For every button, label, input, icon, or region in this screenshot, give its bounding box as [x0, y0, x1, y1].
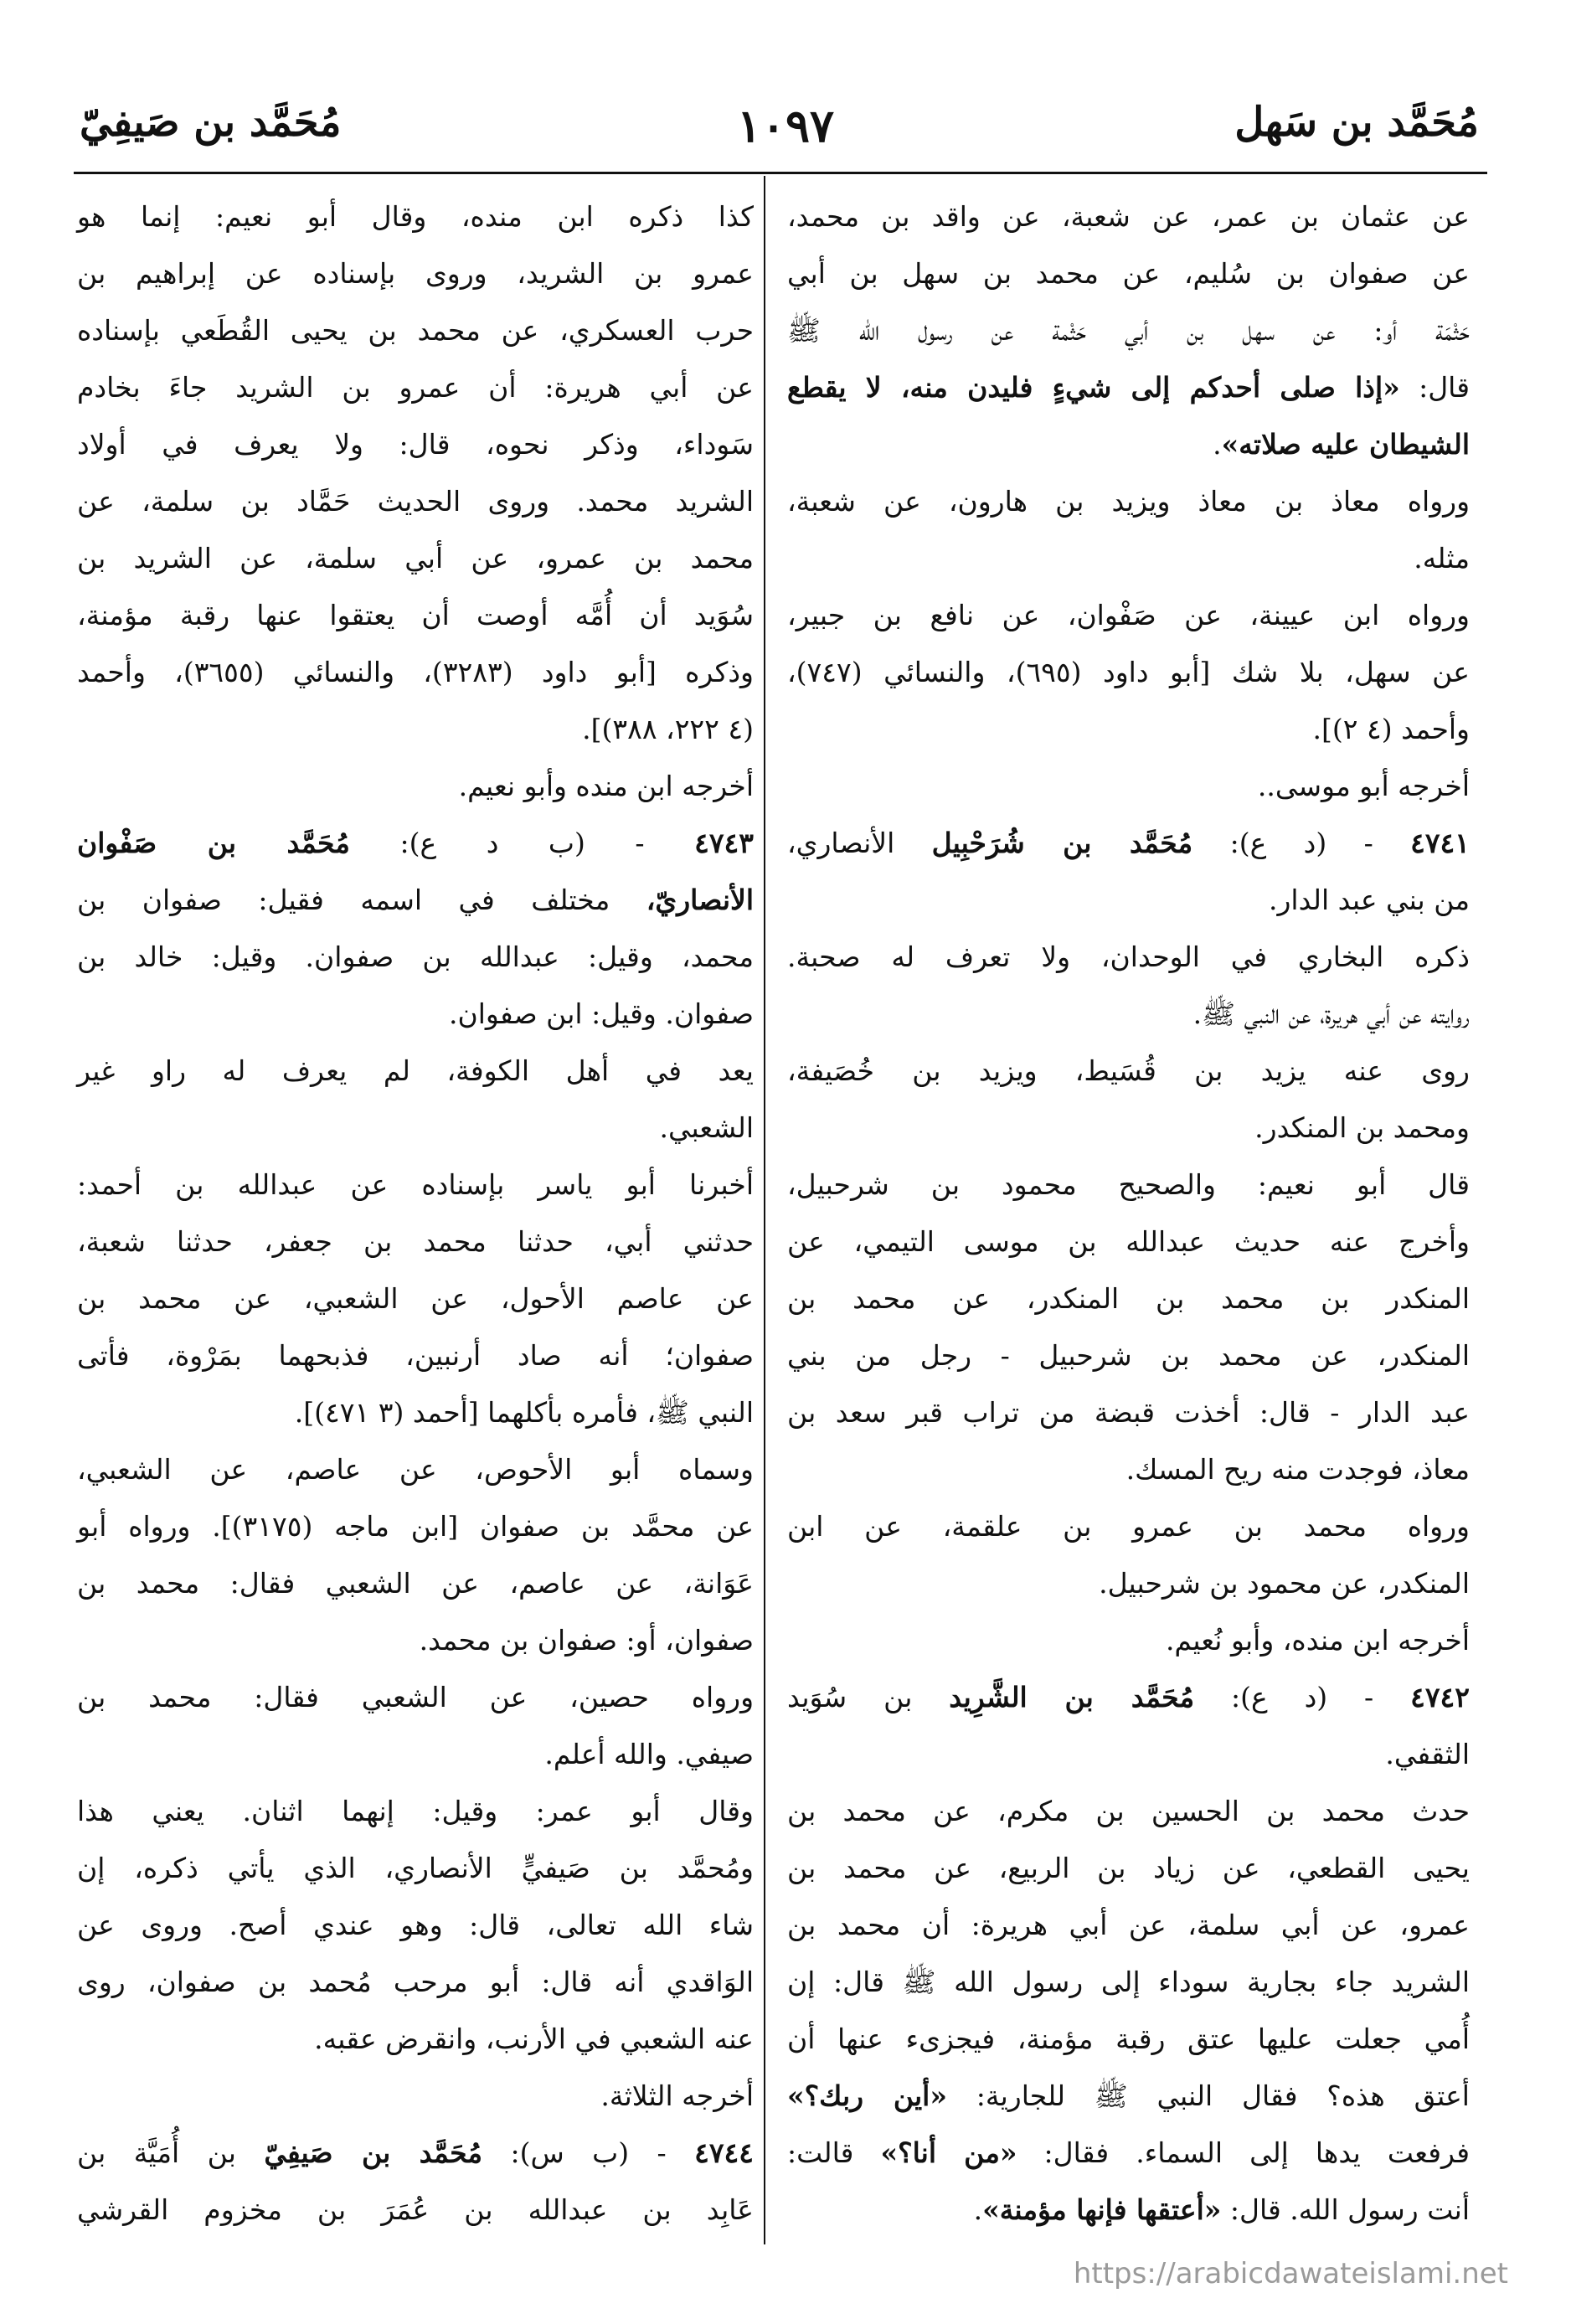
text-segment: عن أبي هريرة: أن عمرو بن الشريد جاءَ بخادم	[77, 371, 754, 404]
text-line	[77, 986, 754, 1043]
text-segment: عن محمَّد بن صفوان [ابن ماجه (٣١٧٥)]. ورواه أبو	[77, 1510, 754, 1543]
text-line	[787, 929, 1470, 986]
bold-text: ٤٧٤٤	[694, 2136, 755, 2169]
text-segment: النبي ﷺ، فأمره بأكلهما [أحمد (٣ ٤٧١)].	[294, 1396, 754, 1429]
running-header-left: مُحَمَّد بن صَيفِيّ	[80, 99, 342, 146]
bold-text: مُحَمَّد بن صَفْوان	[77, 827, 350, 859]
text-segment: ومحمد بن المنكدر.	[1254, 1111, 1470, 1144]
text-line	[787, 416, 1470, 473]
text-segment: قال:	[1399, 371, 1470, 404]
text-line	[77, 245, 754, 302]
text-line	[787, 188, 1470, 245]
text-segment: محمد بن عمرو، عن أبي سلمة، عن الشريد بن	[77, 542, 754, 575]
text-segment: وأخرج عنه حديث عبدالله بن موسى التيمي، عن	[787, 1225, 1470, 1258]
text-segment: الثقفي.	[1385, 1738, 1470, 1770]
text-line	[787, 473, 1470, 530]
text-line	[787, 1157, 1470, 1214]
text-line	[787, 758, 1470, 815]
text-segment: - (د ع):	[1194, 1681, 1411, 1713]
bold-text: الشيطان عليه صلاته»	[1221, 428, 1470, 461]
text-line	[77, 1214, 754, 1270]
text-segment: - (ب س):	[482, 2136, 695, 2169]
text-line	[787, 2182, 1470, 2239]
text-line	[77, 1384, 754, 1441]
text-line	[787, 1669, 1470, 1726]
text-segment: شاء الله تعالى، قال: وهو عندي أصح. وروى عن	[77, 1909, 754, 1941]
text-segment: أخرجه ابن منده وأبو نعيم.	[458, 770, 754, 802]
text-line	[787, 1270, 1470, 1327]
text-line	[787, 1441, 1470, 1498]
text-segment: المنكدر، عن محمود بن شرحبيل.	[1099, 1567, 1470, 1600]
text-line	[77, 587, 754, 644]
text-line	[77, 701, 754, 758]
bold-text: «أعتقها فإنها مؤمنة»	[982, 2193, 1222, 2226]
text-line	[787, 530, 1470, 587]
text-segment: ورواه محمد بن عمرو بن علقمة، عن ابن	[787, 1510, 1470, 1543]
text-segment: الشعبي.	[659, 1111, 754, 1144]
text-line	[787, 986, 1470, 1043]
text-segment: أنت رسول الله. قال:	[1221, 2193, 1470, 2226]
text-line	[77, 359, 754, 416]
text-segment: (٤ ٢٢٢، ٣٨٨)].	[582, 713, 754, 745]
text-segment: ذكره البخاري في الوحدان، ولا تعرف له صحبة.	[787, 940, 1470, 973]
bold-text: الأنصاريّ،	[646, 884, 754, 916]
text-line	[787, 815, 1470, 872]
text-line	[77, 2182, 754, 2239]
text-line	[77, 1669, 754, 1726]
text-line	[77, 2011, 754, 2068]
text-line	[77, 1043, 754, 1100]
text-segment: عن عثمان بن عمر، عن شعبة، عن واقد بن محمد،	[787, 200, 1470, 233]
text-line	[77, 1441, 754, 1498]
text-segment: أعتق هذه؟ فقال النبي ﷺ للجارية:	[946, 2079, 1470, 2112]
text-segment: فرفعت يدها إلى السماء. فقال:	[1017, 2136, 1470, 2169]
text-line	[787, 2068, 1470, 2125]
text-line	[787, 1840, 1470, 1897]
text-line	[787, 1954, 1470, 2011]
text-line	[77, 188, 754, 245]
text-line	[77, 1100, 754, 1157]
text-line	[787, 1043, 1470, 1100]
text-line	[787, 701, 1470, 758]
text-line	[77, 1270, 754, 1327]
text-column-left	[77, 188, 754, 2239]
text-segment: روى عنه يزيد بن قُسَيط، ويزيد بن خُصَيفة،	[787, 1054, 1470, 1087]
text-segment: أُمي جعلت عليها عتق رقبة مؤمنة، فيجزىء عنها أن	[787, 2023, 1470, 2055]
text-column-right	[787, 188, 1470, 2239]
text-line	[77, 302, 754, 359]
text-line	[77, 530, 754, 587]
text-line	[77, 1555, 754, 1612]
bold-text: ٤٧٤٣	[694, 827, 755, 859]
text-segment: عبد الدار - قال: أخذت قبضة من تراب قبر سعد بن	[787, 1396, 1470, 1429]
text-segment: حَثْمَة أو: عن سهل بن أبي حَثْمة عن رسول الله ﷺ	[787, 314, 1470, 347]
text-segment: مثله.	[1414, 542, 1470, 575]
bold-text: مُحَمَّد بن صَيفِيّ	[264, 2136, 483, 2169]
text-segment: حدثني أبي، حدثنا محمد بن جعفر، حدثنا شعبة،	[77, 1225, 754, 1258]
text-line	[77, 2068, 754, 2125]
text-segment: أخرجه أبو موسى..	[1257, 770, 1470, 802]
text-line	[787, 1327, 1470, 1384]
text-line	[787, 1214, 1470, 1270]
watermark: https://arabicdawateislami.net	[1073, 2257, 1508, 2291]
text-segment: عنه الشعبي في الأرنب، وانقرض عقبه.	[314, 2023, 754, 2055]
text-line	[77, 1157, 754, 1214]
text-line	[77, 1498, 754, 1555]
text-segment: معاذ، فوجدت منه ريح المسك.	[1125, 1453, 1470, 1486]
text-line	[787, 1612, 1470, 1669]
text-segment: وأحمد (٤ ٢)].	[1312, 713, 1470, 745]
bold-text: ٤٧٤١	[1410, 827, 1470, 859]
text-line	[77, 416, 754, 473]
text-segment: محمد، وقيل: عبدالله بن صفوان. وقيل: خالد بن	[77, 940, 754, 973]
bold-text: مُحَمَّد بن الشَّرِيد	[949, 1681, 1195, 1713]
text-segment: عمرو، عن أبي سلمة، عن أبي هريرة: أن محمد بن	[787, 1909, 1470, 1941]
text-line	[787, 1498, 1470, 1555]
text-segment: حدث محمد بن الحسين بن مكرم، عن محمد بن	[787, 1795, 1470, 1827]
text-segment: قال أبو نعيم: والصحيح محمود بن شرحبيل،	[787, 1168, 1470, 1201]
text-line	[77, 1954, 754, 2011]
bold-text: مُحَمَّد بن شُرَحْبِيل	[931, 827, 1193, 859]
text-segment: عن عاصم الأحول، عن الشعبي، عن محمد بن	[77, 1282, 754, 1315]
text-line	[77, 1897, 754, 1954]
text-segment: عمرو بن الشريد، وروى بإسناده عن إبراهيم بن	[77, 257, 754, 290]
text-segment: بن أُمَيَّة بن	[77, 2136, 265, 2169]
text-line	[787, 1726, 1470, 1783]
bold-text: «أين ربك؟»	[787, 2079, 947, 2112]
text-segment: وقال أبو عمر: وقيل: إنهما اثنان. يعني هذا	[77, 1795, 754, 1827]
text-segment: أخرجه الثلاثة.	[600, 2079, 754, 2112]
text-segment: وذكره [أبو داود (٣٢٨٣)، والنسائي (٣٦٥٥)، وأحمد	[77, 656, 754, 688]
text-line	[77, 1612, 754, 1669]
text-line	[787, 2011, 1470, 2068]
text-segment: سُوَيد أن أُمَّه أوصت أن يعتقوا عنها رقبة مؤمنة،	[77, 599, 754, 631]
page-number: ١٠٩٧	[736, 99, 834, 152]
text-segment: بن سُوَيد	[787, 1681, 950, 1713]
text-segment: من بني عبد الدار.	[1268, 884, 1470, 916]
text-segment: وسماه أبو الأحوص، عن عاصم، عن الشعبي،	[77, 1453, 754, 1486]
text-line	[77, 1840, 754, 1897]
text-segment: .	[973, 2193, 983, 2226]
text-segment: ومُحمَّد بن صَيفيٍّ الأنصاري، الذي يأتي ذكره، إن	[77, 1852, 754, 1884]
text-segment: عن صفوان بن سُليم، عن محمد بن سهل بن أبي	[787, 257, 1470, 290]
text-segment: الأنصاري،	[787, 827, 932, 859]
text-line	[787, 2125, 1470, 2182]
text-segment: الشريد محمد. وروى الحديث حَمَّاد بن سلمة، عن	[77, 485, 754, 518]
text-segment: .	[1213, 428, 1222, 461]
text-segment: سَوداء، وذكر نحوه، قال: ولا يعرف في أولاد	[77, 428, 754, 461]
text-line	[787, 302, 1470, 359]
text-segment: مختلف في اسمه فقيل: صفوان بن	[77, 884, 646, 916]
text-line	[787, 245, 1470, 302]
text-segment: صفوان؛ أنه صاد أرنبين، فذبحهما بمَرْوة، فأتى	[77, 1339, 754, 1372]
text-line	[77, 872, 754, 929]
text-segment: - (د ع):	[1192, 827, 1411, 859]
text-segment: أخبرنا أبو ياسر بإسناده عن عبدالله بن أحمد:	[77, 1168, 754, 1201]
text-line	[77, 1783, 754, 1840]
text-line	[787, 644, 1470, 701]
text-line	[787, 872, 1470, 929]
text-segment: روايته عن أبي هريرة، عن النبي ﷺ.	[1192, 997, 1470, 1030]
text-segment: عَابِد بن عبدالله بن عُمَرَ بن مخزوم القرشي	[77, 2193, 754, 2226]
bold-text: «من أنا؟»	[880, 2136, 1017, 2169]
text-segment: حرب العسكري، عن محمد بن يحيى القُطَعي بإسناده	[77, 314, 754, 347]
text-segment: عَوَانة، عن عاصم، عن الشعبي فقال: محمد بن	[77, 1567, 754, 1600]
text-line	[77, 1327, 754, 1384]
text-line	[77, 1726, 754, 1783]
text-line	[787, 1384, 1470, 1441]
text-segment: صفوان، أو: صفوان بن محمد.	[419, 1624, 754, 1657]
text-segment: ورواه معاذ بن معاذ ويزيد بن هارون، عن شعبة،	[787, 485, 1470, 518]
text-segment: كذا ذكره ابن منده، وقال أبو نعيم: إنما هو	[77, 200, 754, 233]
text-segment: الوَاقدي أنه قال: أبو مرحب مُحمد بن صفوان، روى	[77, 1966, 754, 1998]
running-header-right: مُحَمَّد بن سَهل	[1234, 99, 1479, 146]
text-segment: أخرجه ابن منده، وأبو نُعيم.	[1165, 1624, 1470, 1657]
text-line	[77, 929, 754, 986]
bold-text: ٤٧٤٢	[1410, 1681, 1470, 1713]
text-segment: المنكدر، عن محمد بن شرحبيل - رجل من بني	[787, 1339, 1470, 1372]
text-segment: - (ب د ع):	[349, 827, 695, 859]
text-segment: عن سهل، بلا شك [أبو داود (٦٩٥)، والنسائي (٧٤٧)،	[787, 656, 1470, 688]
text-line	[77, 815, 754, 872]
text-line	[77, 758, 754, 815]
text-line	[787, 1897, 1470, 1954]
text-segment: ورواه حصين، عن الشعبي فقال: محمد بن	[77, 1681, 754, 1713]
text-line	[787, 1783, 1470, 1840]
text-segment: قالت:	[787, 2136, 881, 2169]
text-segment: صفوان. وقيل: ابن صفوان.	[448, 997, 754, 1030]
text-segment: صيفي. والله أعلم.	[544, 1738, 754, 1770]
text-segment: يحيى القطعي، عن زياد بن الربيع، عن محمد بن	[787, 1852, 1470, 1884]
text-segment: الشريد جاء بجارية سوداء إلى رسول الله ﷺ قال: إن	[787, 1966, 1470, 1998]
bold-text: «إذا صلى أحدكم إلى شيءٍ فليدن منه، لا يقطع	[787, 371, 1400, 404]
text-line	[787, 1100, 1470, 1157]
text-line	[787, 359, 1470, 416]
column-divider	[764, 176, 765, 2244]
text-line	[787, 1555, 1470, 1612]
header-rule	[74, 172, 1487, 174]
text-segment: يعد في أهل الكوفة، لم يعرف له راو غير	[77, 1054, 754, 1087]
text-segment: ورواه ابن عيينة، عن صَفْوان، عن نافع بن جبير،	[787, 599, 1470, 631]
text-segment: المنكدر بن محمد بن المنكدر، عن محمد بن	[787, 1282, 1470, 1315]
text-line	[77, 473, 754, 530]
text-line	[787, 587, 1470, 644]
text-line	[77, 2125, 754, 2182]
text-line	[77, 644, 754, 701]
